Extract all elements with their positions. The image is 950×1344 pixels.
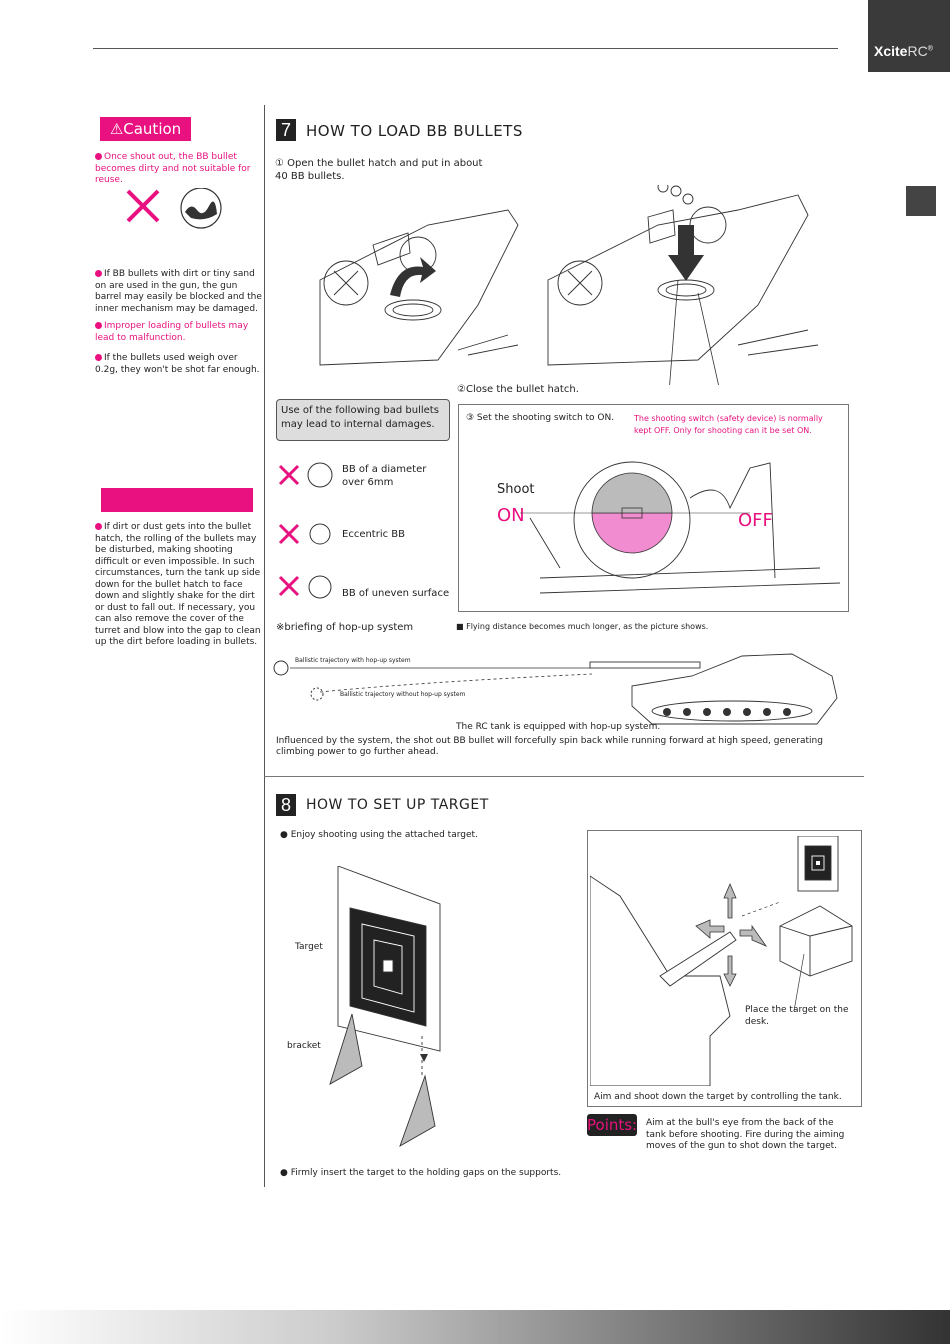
note-reuse: Once shout out, the BB bullet becomes dirty and not suitable for reuse. bbox=[95, 152, 251, 185]
section-8-number: 8 bbox=[276, 794, 296, 816]
footer-gradient-bar bbox=[0, 1310, 950, 1344]
aim-label: Aim and shoot down the target by controlling the tank. bbox=[594, 1092, 842, 1102]
target-assembly-illustration bbox=[290, 866, 460, 1156]
points-text: Aim at the bull's eye from the back of the tank before shooting. Fire during the aiming moves of the gun to shot down the target. bbox=[646, 1118, 845, 1151]
brand-logo: XciteRC® bbox=[874, 43, 933, 59]
enjoy-text: ● Enjoy shooting using the attached target. bbox=[280, 830, 478, 840]
points-badge: Points: bbox=[587, 1116, 638, 1134]
hopup-title: ※briefing of hop-up system bbox=[276, 622, 414, 633]
bad-bullet-uneven: BB of uneven surface bbox=[342, 588, 450, 599]
flying-distance-note: ■ Flying distance becomes much longer, as the picture shows. bbox=[456, 622, 709, 631]
section-7-title: HOW TO LOAD BB BULLETS bbox=[306, 122, 523, 140]
shoot-label: Shoot bbox=[497, 482, 535, 497]
switch-illustration bbox=[520, 458, 848, 608]
chapter-tab bbox=[906, 186, 936, 216]
caution-badge: ⚠Caution bbox=[100, 117, 191, 141]
off-label: OFF bbox=[738, 510, 773, 531]
column-divider bbox=[264, 105, 265, 1187]
insert-text: ● Firmly insert the target to the holding gaps on the supports. bbox=[280, 1168, 562, 1178]
switch-note: The shooting switch (safety device) is normally kept OFF. Only for shooting can it be set ON. bbox=[634, 414, 823, 435]
place-target-label: Place the target on the desk. bbox=[745, 1005, 849, 1027]
note-dust: If dirt or dust gets into the bullet hatch, the rolling of the bullets may be disturbed, making shooting difficult or even impossible. In such circumstances, turn the tank up side down for the bullet hatch to face down and slightly shake for the dirt or dust to fall out. If necessary, you can also remove the cover of the turret and blow into the gap to clean up the dirt before loading in bullets. bbox=[95, 522, 261, 647]
section-8-title: HOW TO SET UP TARGET bbox=[306, 797, 489, 813]
warning-bar bbox=[101, 488, 253, 512]
header-rule bbox=[93, 48, 838, 49]
aiming-illustration bbox=[590, 836, 858, 1086]
bad-bullet-illustration bbox=[125, 188, 225, 232]
bad-bullets-box: Use of the following bad bullets may lead to internal damages. bbox=[276, 399, 450, 441]
section-divider bbox=[264, 776, 864, 777]
note-weight: If the bullets used weigh over 0.2g, they won't be shot far enough. bbox=[95, 353, 260, 375]
tank-hatch-illustration bbox=[318, 185, 848, 385]
note-dirt: If BB bullets with dirt or tiny sand on are used in the gun, the gun barrel may easily be blocked and the inner mechanism may be damaged. bbox=[95, 269, 262, 314]
note-loading: Improper loading of bullets may lead to malfunction. bbox=[95, 321, 249, 343]
step-2-text: ②Close the bullet hatch. bbox=[457, 384, 579, 395]
influence-text: Influenced by the system, the shot out BB bullet will forcefully spin back while running forward at high speed, generating climbing power to go further ahead. bbox=[276, 736, 823, 757]
equipped-text: The RC tank is equipped with hop-up system. bbox=[456, 722, 661, 732]
bad-bullet-diameter: BB of a diameter over 6mm bbox=[342, 464, 427, 488]
section-7-number: 7 bbox=[276, 119, 296, 141]
bad-bullet-eccentric: Eccentric BB bbox=[342, 529, 406, 540]
step-1-text: ① Open the bullet hatch and put in about 40 BB bullets. bbox=[275, 158, 483, 182]
brand-block bbox=[868, 0, 950, 72]
target-label: Target bbox=[295, 942, 323, 952]
step-3-text: ③ Set the shooting switch to ON. bbox=[466, 413, 615, 423]
hopup-trajectory-diagram bbox=[272, 636, 844, 732]
trajectory-with-label: Ballistic trajectory with hop-up system bbox=[295, 657, 411, 664]
trajectory-without-label: Ballistic trajectory without hop-up system bbox=[340, 691, 466, 698]
bad-bullets-icons bbox=[278, 459, 338, 609]
bracket-label: bracket bbox=[287, 1041, 321, 1051]
on-label: ON bbox=[497, 505, 525, 526]
